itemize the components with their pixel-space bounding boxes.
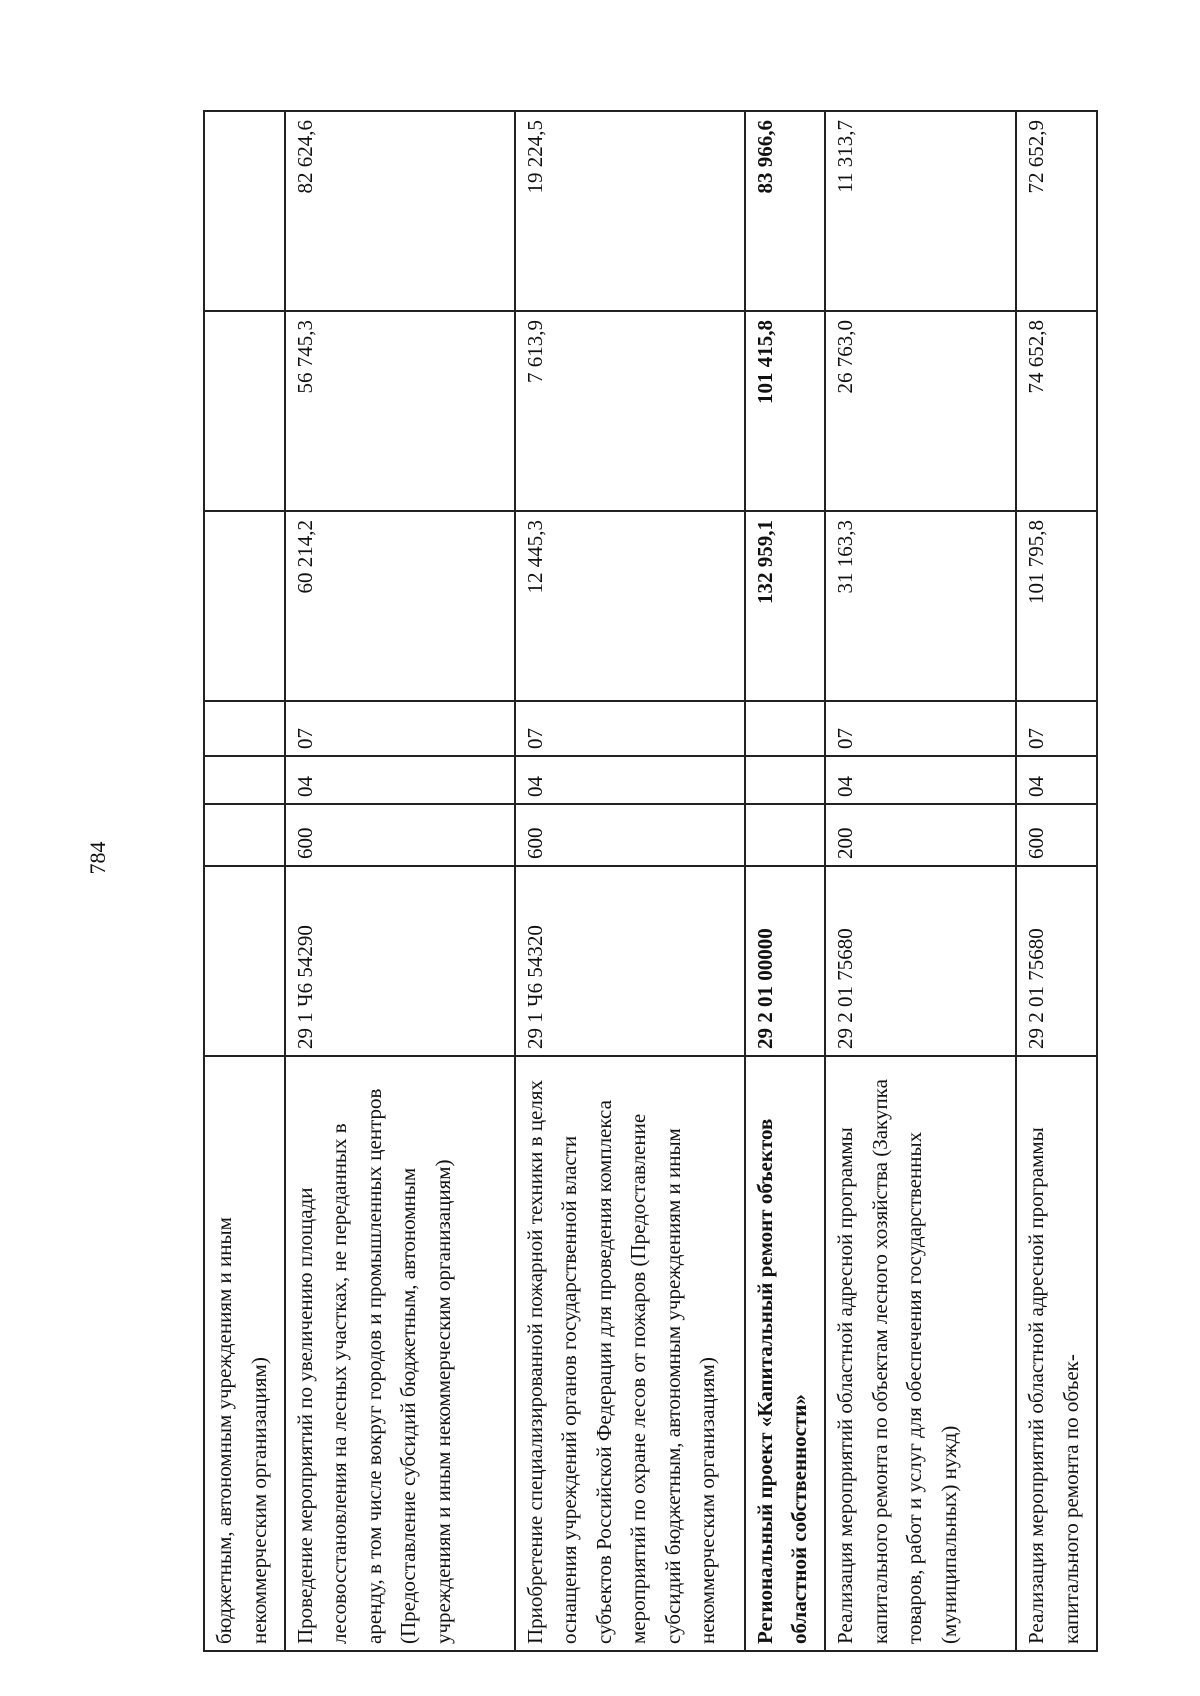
value-2023-cell (204, 111, 285, 311)
table-row (285, 111, 515, 1651)
rz-cell (204, 756, 285, 804)
value-2021-cell: 31 163,3 (825, 511, 1016, 701)
name-cell: Реализация мероприятий областной адресной программы капитального ремонта по объек- (1016, 1056, 1097, 1651)
value-2023-cell: 82 624,6 (285, 111, 515, 311)
rz-cell (745, 756, 826, 804)
value-2022-cell: 74 652,8 (1016, 311, 1097, 511)
name-cell: Приобретение специализированной пожарной техники в целях оснащения учреждений органов государственной власти субъектов Российской Федерации для проведения комплекса мероприятий по охране лесов от пожаров (Предоставление субсидий бюджетным, автономным учреждениям и иным некоммерческим организациям) (515, 1056, 745, 1651)
vr-cell: 600 (1016, 804, 1097, 866)
value-2022-cell: 7 613,9 (515, 311, 745, 511)
value-2021-cell: 101 795,8 (1016, 511, 1097, 701)
table-row (745, 111, 826, 1651)
code-cell: 29 2 01 75680 (825, 866, 1016, 1056)
rz-cell: 04 (1016, 756, 1097, 804)
name-cell: Региональный проект «Капитальный ремонт объектов областной собственности» (745, 1056, 826, 1651)
table-row (825, 111, 1016, 1651)
pr-cell (204, 701, 285, 756)
value-2023-cell: 72 652,9 (1016, 111, 1097, 311)
vr-cell (745, 804, 826, 866)
vr-cell: 200 (825, 804, 1016, 866)
pr-cell (745, 701, 826, 756)
budget-table (203, 110, 1098, 1652)
value-2022-cell: 26 763,0 (825, 311, 1016, 511)
value-2022-cell: 101 415,8 (745, 311, 826, 511)
pr-cell: 07 (285, 701, 515, 756)
table-row (515, 111, 745, 1651)
value-2023-cell: 83 966,6 (745, 111, 826, 311)
value-2023-cell: 11 313,7 (825, 111, 1016, 311)
value-2021-cell (204, 511, 285, 701)
vr-cell: 600 (515, 804, 745, 866)
code-cell: 29 1 Ч6 54290 (285, 866, 515, 1056)
name-cell: Реализация мероприятий областной адресной программы капитального ремонта по объектам лесного хозяйства (Закупка товаров, работ и услуг для обеспечения государственных (муниципальных) нужд) (825, 1056, 1016, 1651)
rz-cell: 04 (515, 756, 745, 804)
rz-cell: 04 (825, 756, 1016, 804)
code-cell: 29 1 Ч6 54320 (515, 866, 745, 1056)
rz-cell: 04 (285, 756, 515, 804)
vr-cell: 600 (285, 804, 515, 866)
value-2021-cell: 60 214,2 (285, 511, 515, 701)
table-row (1016, 111, 1097, 1651)
value-2021-cell: 132 959,1 (745, 511, 826, 701)
rotated-table-container (203, 112, 1098, 1652)
value-2022-cell: 56 745,3 (285, 311, 515, 511)
pr-cell: 07 (825, 701, 1016, 756)
pr-cell: 07 (515, 701, 745, 756)
value-2021-cell: 12 445,3 (515, 511, 745, 701)
value-2022-cell (204, 311, 285, 511)
pr-cell: 07 (1016, 701, 1097, 756)
code-cell: 29 2 01 75680 (1016, 866, 1097, 1056)
name-cell: бюджетным, автономным учреждениям и иным некоммерческим организациям) (204, 1056, 285, 1651)
value-2023-cell: 19 224,5 (515, 111, 745, 311)
name-cell: Проведение мероприятий по увеличению площади лесовосстановления на лесных участках, не переданных в аренду, в том числе вокруг городов и промышленных центров (Предоставление субсидий бюджетным, автономным учреждениям и иным некоммерческим организациям) (285, 1056, 515, 1651)
vr-cell (204, 804, 285, 866)
table-row (204, 111, 285, 1651)
page-number: 784 (85, 841, 110, 875)
code-cell (204, 866, 285, 1056)
table-body (204, 111, 1097, 1651)
code-cell: 29 2 01 00000 (745, 866, 826, 1056)
